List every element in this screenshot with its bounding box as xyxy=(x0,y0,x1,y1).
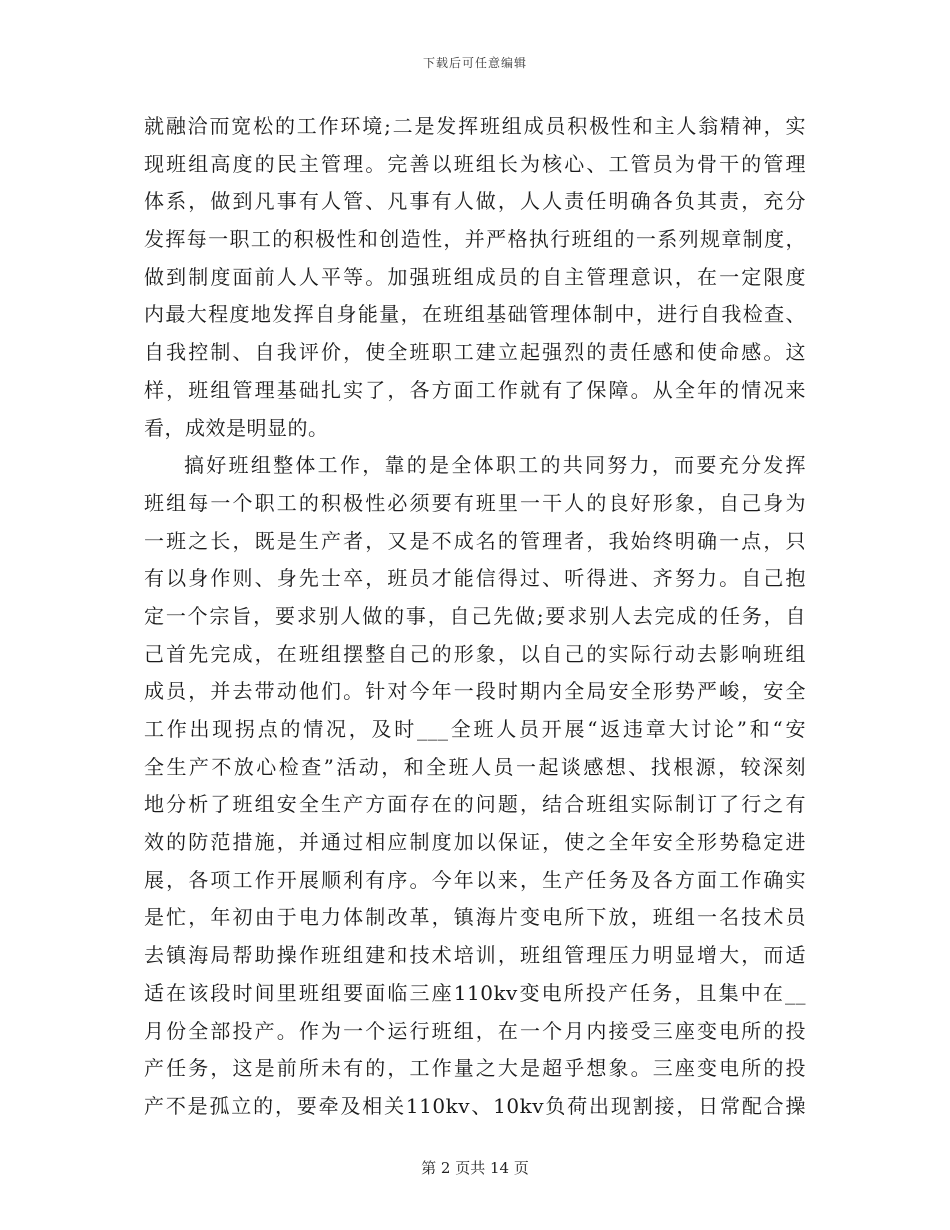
document-body xyxy=(144,108,806,1126)
text-line: 定一个宗旨，要求别人做的事，自己先做;要求别人去完成的任务，自 xyxy=(144,603,806,628)
text-line: 自我控制、自我评价，使全班职工建立起强烈的责任感和使命感。这 xyxy=(144,340,806,365)
text-line: 工作出现拐点的情况，及时___全班人员开展“返违章大讨论”和“安 xyxy=(144,717,806,741)
text-line: 产任务，这是前所未有的，工作量之大是超乎想象。三座变电所的投 xyxy=(144,1056,806,1081)
text-line: 成员，并去带动他们。针对今年一段时期内全局安全形势严峻，安全 xyxy=(144,679,806,704)
text-line: 看，成效是明显的。 xyxy=(144,415,329,440)
text-line: 去镇海局帮助操作班组建和技术培训，班组管理压力明显增大，而适 xyxy=(144,943,806,968)
text-line: 现班组高度的民主管理。完善以班组长为核心、工管员为骨干的管理 xyxy=(144,151,806,176)
text-line: 就融洽而宽松的工作环境;二是发挥班组成员积极性和主人翁精神，实 xyxy=(144,114,806,138)
text-line: 己首先完成，在班组摆整自己的形象，以自己的实际行动去影响班组 xyxy=(144,641,806,666)
text-line: 地分析了班组安全生产方面存在的问题，结合班组实际制订了行之有 xyxy=(144,792,806,817)
paragraph xyxy=(144,447,806,1125)
text-line: 适在该段时间里班组要面临三座110kv变电所投产任务，且集中在__ xyxy=(144,980,806,1005)
page-header: 下载后可任意编辑 xyxy=(422,56,527,70)
text-line: 全生产不放心检查”活动，和全班人员一起谈感想、找根源，较深刻 xyxy=(144,754,806,779)
text-line: 样，班组管理基础扎实了，各方面工作就有了保障。从全年的情况来 xyxy=(144,377,806,402)
text-line: 一班之长，既是生产者，又是不成名的管理者，我始终明确一点，只 xyxy=(144,528,806,553)
text-line: 做到制度面前人人平等。加强班组成员的自主管理意识，在一定限度 xyxy=(144,264,806,289)
text-line: 展，各项工作开展顺利有序。今年以来，生产任务及各方面工作确实 xyxy=(144,867,806,892)
text-line: 效的防范措施，并通过相应制度加以保证，使之全年安全形势稳定进 xyxy=(144,830,806,855)
text-line: 产不是孤立的，要牵及相关110kv、10kv负荷出现割接，日常配合操 xyxy=(144,1093,806,1118)
text-line: 月份全部投产。作为一个运行班组，在一个月内接受三座变电所的投 xyxy=(144,1018,806,1043)
text-line: 内最大程度地发挥自身能量，在班组基础管理体制中，进行自我检查、 xyxy=(144,302,806,327)
text-line: 发挥每一职工的积极性和创造性，并严格执行班组的一系列规章制度， xyxy=(144,227,806,252)
page-footer: 第 2 页共 14 页 xyxy=(421,1159,529,1177)
paragraph xyxy=(144,108,806,447)
text-line: 班组每一个职工的积极性必须要有班里一干人的良好形象，自己身为 xyxy=(144,490,806,515)
text-line: 有以身作则、身先士卒，班员才能信得过、听得进、齐努力。自己抱 xyxy=(144,566,806,591)
text-line: 搞好班组整体工作，靠的是全体职工的共同努力，而要充分发挥 xyxy=(184,453,806,478)
text-line: 是忙，年初由于电力体制改革，镇海片变电所下放，班组一名技术员 xyxy=(144,905,806,930)
text-line: 体系，做到凡事有人管、凡事有人做，人人责任明确各负其责，充分 xyxy=(144,189,806,214)
